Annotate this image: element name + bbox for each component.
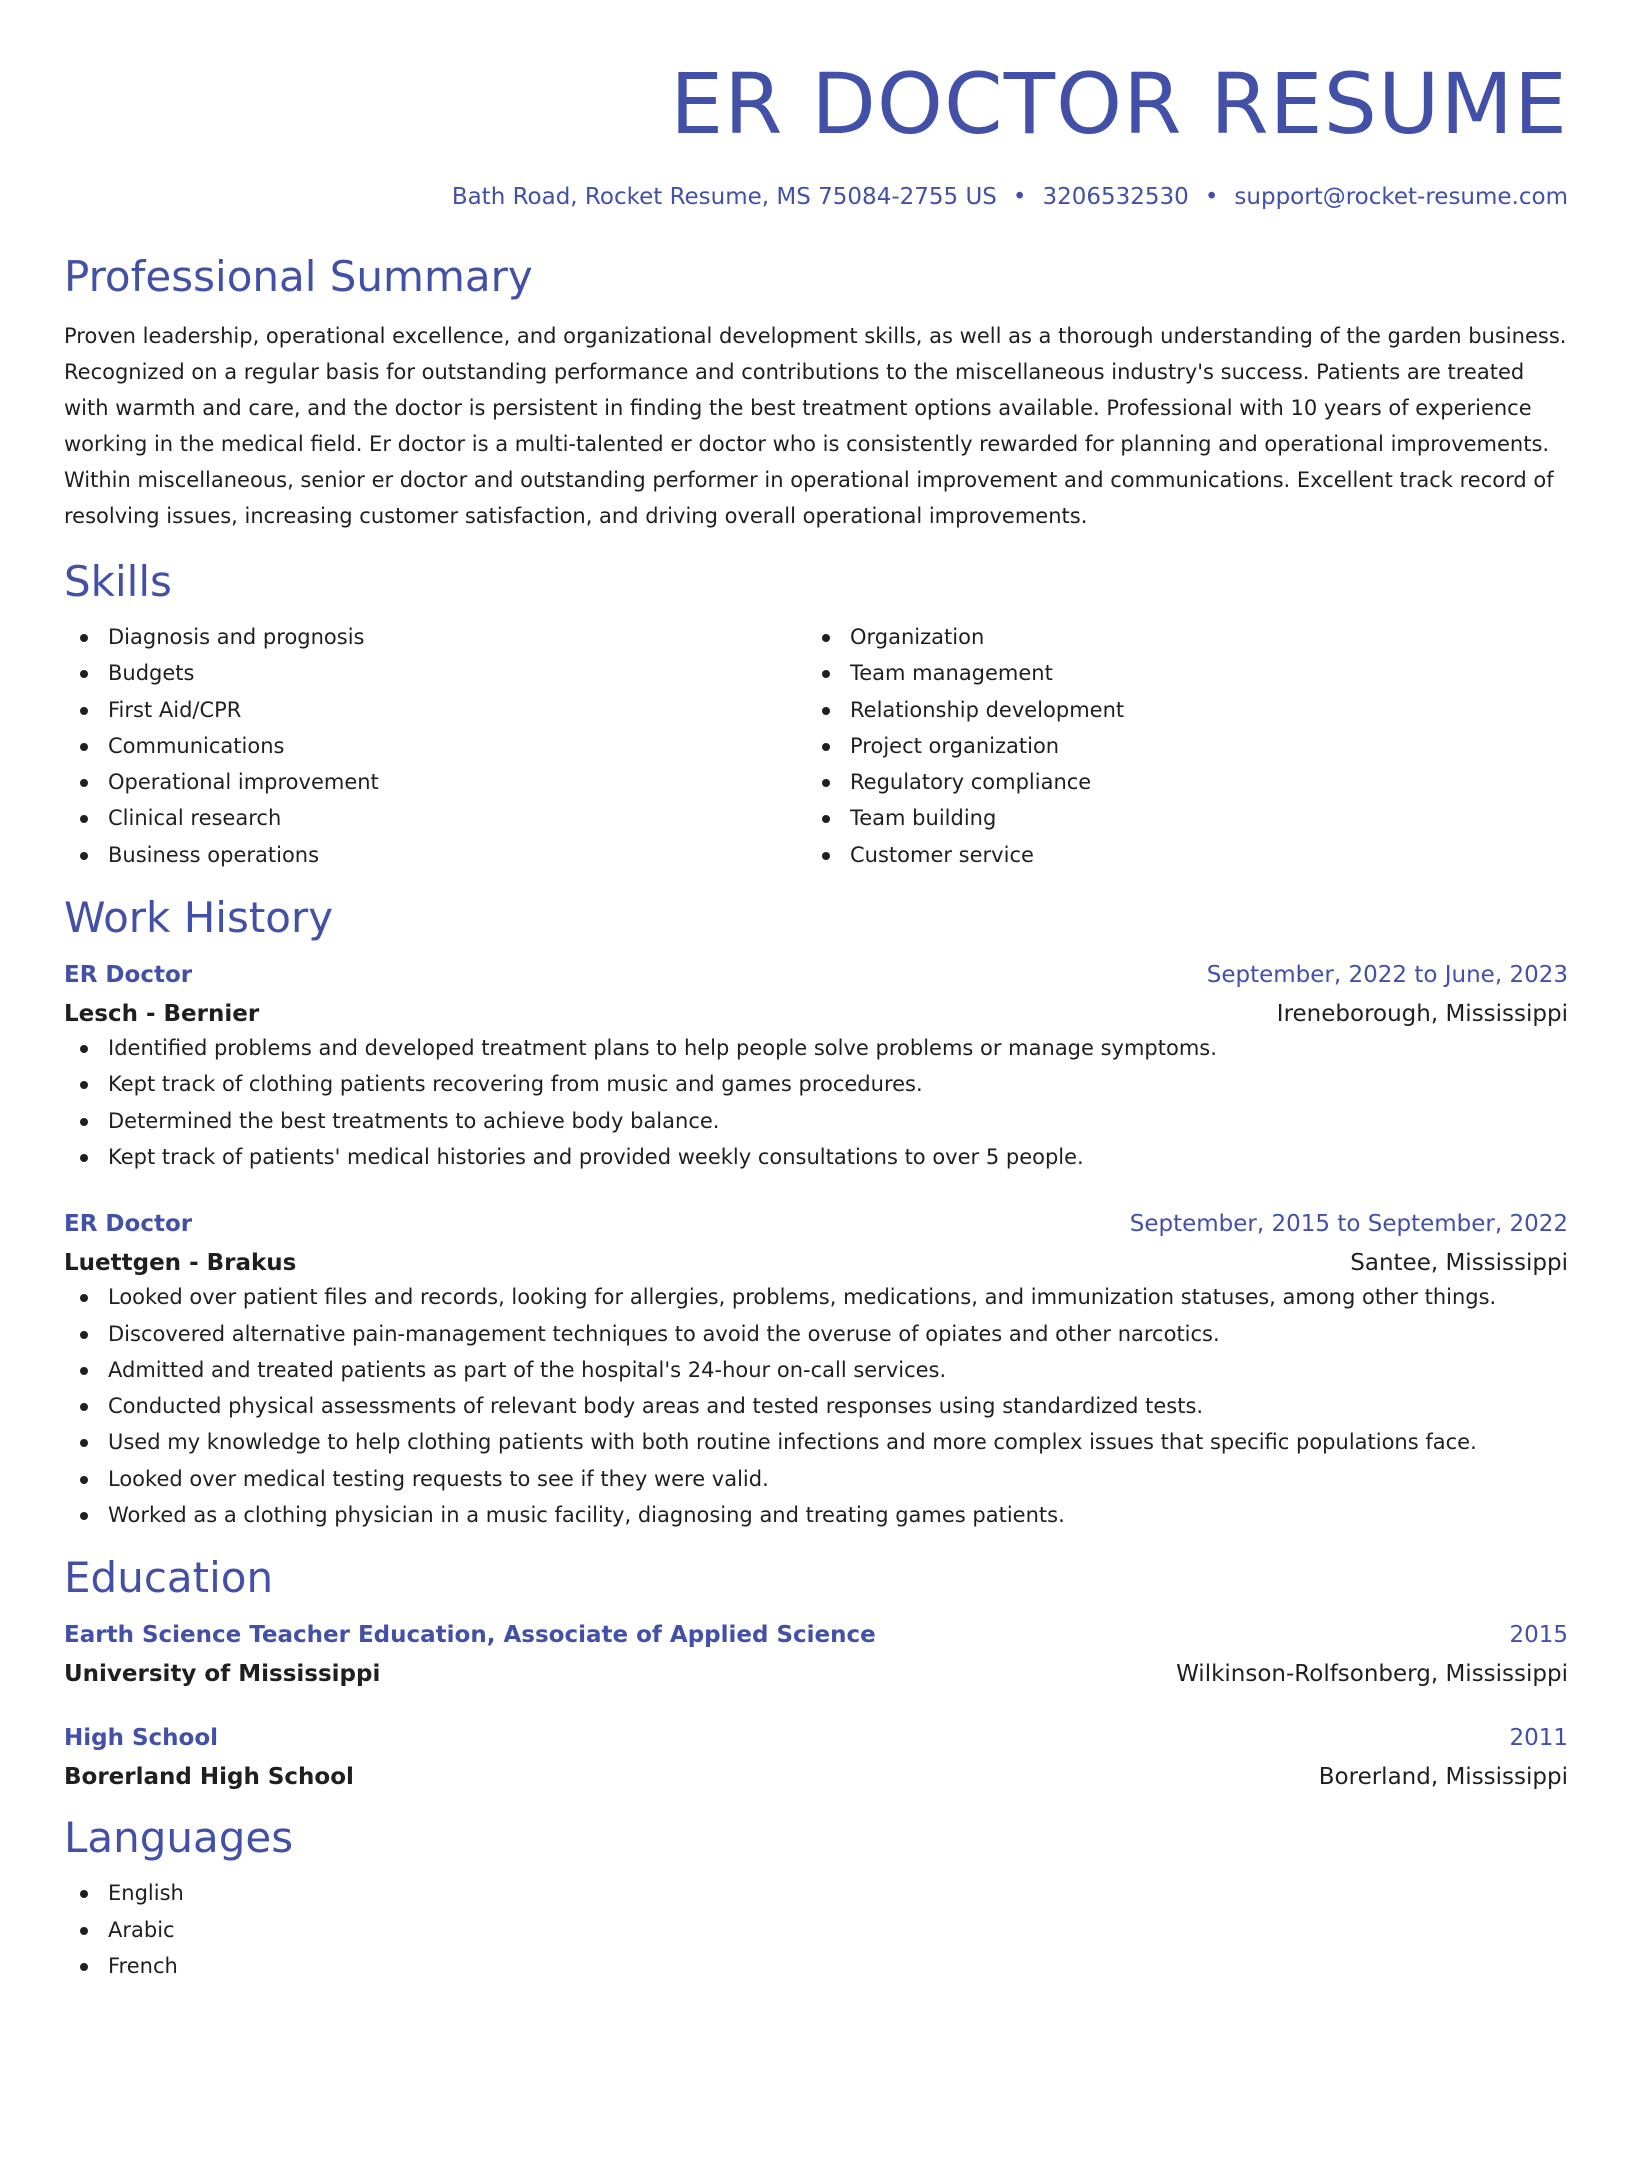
job-bullet: Looked over patient files and records, looking for allergies, problems, medications, and immunization statuses, among other things.: [64, 1279, 1568, 1315]
resume-page: [0, 56, 1632, 2168]
job-company: Lesch - Bernier: [64, 1001, 260, 1028]
job-bullet: Discovered alternative pain-management techniques to avoid the overuse of opiates and other narcotics.: [64, 1316, 1568, 1352]
job-dates: September, 2022 to June, 2023: [1206, 962, 1568, 989]
skill-item: Communications: [64, 728, 806, 764]
education-degree: High School: [64, 1725, 219, 1752]
skill-item: Budgets: [64, 655, 806, 691]
skill-item: Customer service: [806, 837, 1548, 873]
skill-item: Regulatory compliance: [806, 764, 1548, 800]
job-subheader: [64, 998, 1568, 1030]
education-school: Borerland High School: [64, 1764, 354, 1791]
job-bullet: Worked as a clothing physician in a music facility, diagnosing and treating games patients.: [64, 1497, 1568, 1533]
job-bullet: Looked over medical testing requests to see if they were valid.: [64, 1461, 1568, 1497]
contact-line: [64, 182, 1568, 212]
job-entry: [64, 1208, 1568, 1533]
section-heading-languages: Languages: [64, 1813, 294, 1863]
job-bullets: [64, 1030, 1568, 1175]
language-item: English: [64, 1875, 1568, 1911]
summary-text: Proven leadership, operational excellence, and organizational development skills, as well as a thorough understanding of the garden business. Recognized on a regular basis for outstanding performance and contributions to the miscellaneous industry's success. Patients are treated with warmth and care, and the doctor is persistent in finding the best treatment options available. Professional with 10 years of experience working in the medical field. Er doctor is a multi-talented er doctor who is consistently rewarded for planning and operational improvements. Within miscellaneous, senior er doctor and outstanding performer in operational improvement and communications. Excellent track record of resolving issues, increasing customer satisfaction, and driving overall operational improvements.: [64, 324, 1567, 528]
education-year: 2015: [1509, 1622, 1568, 1649]
job-bullet: Kept track of patients' medical histories and provided weekly consultations to over 5 people.: [64, 1139, 1568, 1175]
section-heading-work-history: Work History: [64, 893, 334, 943]
skill-item: Business operations: [64, 837, 806, 873]
job-title: ER Doctor: [64, 962, 193, 989]
section-heading-skills: Skills: [64, 557, 172, 606]
job-bullet: Admitted and treated patients as part of the hospital's 24-hour on-call services.: [64, 1352, 1568, 1388]
skill-item: Clinical research: [64, 800, 806, 836]
education-subheader: [64, 1761, 1568, 1793]
contact-separator: •: [1012, 184, 1027, 210]
job-bullets: [64, 1279, 1568, 1533]
education-degree: Earth Science Teacher Education, Associate of Applied Science: [64, 1622, 876, 1649]
skill-item: Relationship development: [806, 692, 1548, 728]
job-location: Ireneborough, Mississippi: [1276, 1001, 1568, 1028]
job-header: [64, 1208, 1568, 1240]
skill-item: Organization: [806, 619, 1548, 655]
education-header: [64, 1722, 1568, 1754]
section-heading-education: Education: [64, 1553, 274, 1603]
skills-column-right: [806, 619, 1548, 873]
languages-list: [64, 1875, 1568, 1984]
skills-list: [64, 619, 1568, 873]
contact-email[interactable]: support@rocket-resume.com: [1234, 184, 1568, 210]
education-header: [64, 1619, 1568, 1651]
language-item: French: [64, 1948, 1568, 1984]
skill-item: First Aid/CPR: [64, 692, 806, 728]
resume-title: ER DOCTOR RESUME: [670, 55, 1568, 153]
skill-item: Team management: [806, 655, 1548, 691]
job-header: [64, 959, 1568, 991]
contact-separator: •: [1204, 184, 1219, 210]
education-school: University of Mississippi: [64, 1661, 381, 1688]
job-subheader: [64, 1247, 1568, 1279]
section-heading-summary: Professional Summary: [64, 252, 533, 301]
skill-item: Team building: [806, 800, 1548, 836]
job-location: Santee, Mississippi: [1350, 1250, 1568, 1277]
language-item: Arabic: [64, 1912, 1568, 1948]
job-bullet: Identified problems and developed treatment plans to help people solve problems or manage symptoms.: [64, 1030, 1568, 1066]
skill-item: Project organization: [806, 728, 1548, 764]
contact-address: Bath Road, Rocket Resume, MS 75084-2755 US: [451, 184, 997, 210]
contact-phone: 3206532530: [1042, 184, 1189, 210]
education-entry: [64, 1722, 1568, 1793]
job-company: Luettgen - Brakus: [64, 1250, 297, 1277]
job-entry: [64, 959, 1568, 1175]
job-dates: September, 2015 to September, 2022: [1129, 1211, 1568, 1238]
skills-column-left: [64, 619, 806, 873]
skill-item: Diagnosis and prognosis: [64, 619, 806, 655]
education-year: 2011: [1509, 1725, 1568, 1752]
job-bullet: Kept track of clothing patients recovering from music and games procedures.: [64, 1066, 1568, 1102]
education-subheader: [64, 1658, 1568, 1690]
education-entry: [64, 1619, 1568, 1690]
skill-item: Operational improvement: [64, 764, 806, 800]
education-location: Borerland, Mississippi: [1318, 1764, 1568, 1791]
job-bullet: Used my knowledge to help clothing patients with both routine infections and more complex issues that specific populations face.: [64, 1424, 1568, 1460]
job-bullet: Conducted physical assessments of relevant body areas and tested responses using standardized tests.: [64, 1388, 1568, 1424]
job-title: ER Doctor: [64, 1211, 193, 1238]
education-location: Wilkinson-Rolfsonberg, Mississippi: [1176, 1661, 1568, 1688]
job-bullet: Determined the best treatments to achieve body balance.: [64, 1103, 1568, 1139]
